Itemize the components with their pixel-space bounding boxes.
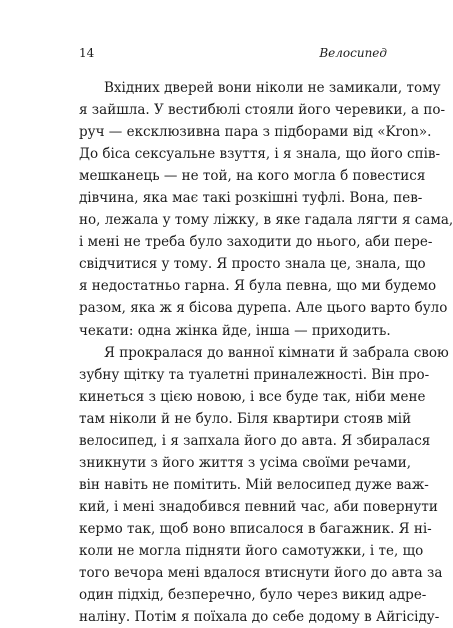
text-line: там ніколи й не було. Біля квартири стояв мій — [79, 410, 412, 427]
text-line: коли не могла підняти його самотужки, і те, що — [79, 542, 424, 559]
text-line: я недостатньо гарна. Я була певна, що ми будемо — [79, 278, 437, 295]
text-line: кинеться з цією новою, і все буде так, ніби мене — [79, 388, 426, 405]
text-line: свідчитися у тому. Я просто знала це, знала, що — [79, 256, 426, 273]
page-header — [79, 46, 387, 66]
text-line: я зайшла. У вестибюлі стояли його черевики, а по- — [79, 102, 446, 119]
text-line: Вхідних дверей вони ніколи не замикали, тому — [104, 80, 441, 96]
text-line: наліну. Потім я поїхала до себе додому в Айгісіду- — [79, 609, 440, 626]
paragraph-2 — [79, 342, 449, 628]
text-line: чекати: одна жінка йде, інша — приходить. — [79, 322, 391, 339]
text-line: руч — ексклюзивна пара з підборами від «Kron». — [79, 124, 432, 141]
text-line: кий, і мені знадобився певний час, аби повернути — [79, 498, 438, 515]
text-line: зникнути з його життя з усіма своїми речами, — [79, 454, 412, 471]
text-line: велосипед, і я запхала його до авта. Я збиралася — [79, 432, 431, 449]
body-text — [79, 77, 453, 628]
text-line: і мені не треба було заходити до нього, аби пере- — [79, 234, 433, 251]
text-line: разом, яка ж я бісова дурепа. Але цього варто було — [79, 300, 448, 317]
page-number: 14 — [79, 46, 95, 60]
text-line: Я прокралася до ванної кімнати й забрала свою — [104, 344, 449, 361]
text-line: дівчина, яка має такі розкішні туфлі. Вона, пев- — [79, 190, 423, 207]
text-line: один підхід, безперечно, було через викид адре- — [79, 587, 427, 604]
text-line: но, лежала у тому ліжку, в яке гадала лягти я сама, — [79, 212, 453, 229]
text-line: мешканець — не той, на кого могла б повестися — [79, 168, 426, 185]
text-line: До біса сексуальне взуття, і я знала, що його спів- — [79, 146, 441, 163]
running-title: Велосипед — [319, 46, 387, 60]
text-line: кермо так, щоб воно вписалося в багажник. Я ні- — [79, 520, 432, 537]
text-line: того вечора мені вдалося втиснути його до авта за — [79, 565, 443, 582]
text-line: він навіть не помітить. Мій велосипед дуже важ- — [79, 476, 429, 493]
paragraph-1 — [79, 77, 453, 342]
text-line: зубну щітку та туалетні приналежності. Він про- — [79, 366, 430, 383]
